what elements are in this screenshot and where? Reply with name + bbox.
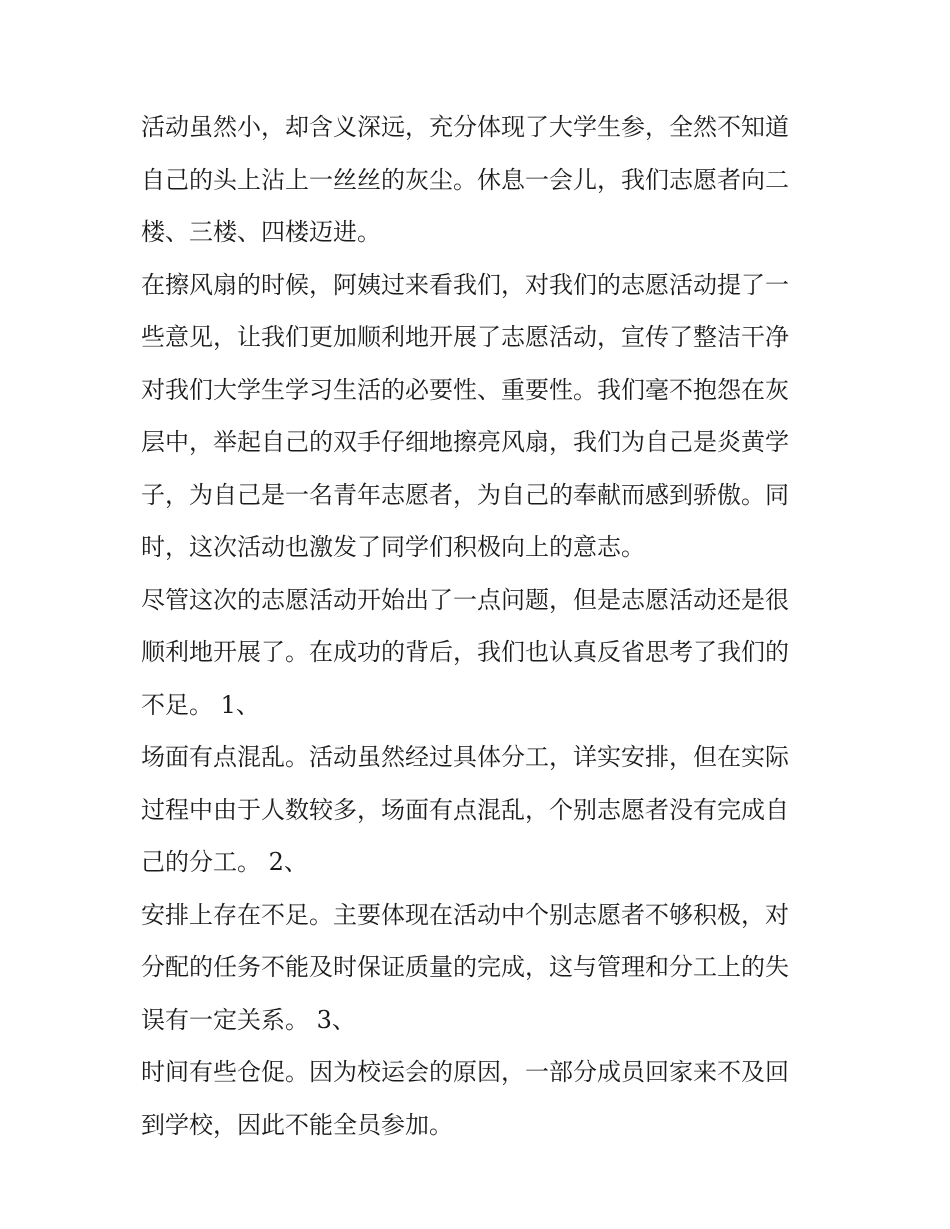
text-line: 活动虽然小，却含义深远，充分体现了大学生参，全然不知道 [141,113,789,141]
text-line: 子，为自己是一名青年志愿者，为自己的奉献而感到骄傲。同 [141,480,789,509]
text-line: 些意见，让我们更加顺利地开展了志愿活动，宣传了整洁干净 [141,323,789,351]
text-line: 安排上存在不足。主要体现在活动中个别志愿者不够积极，对 [141,900,789,929]
text-line: 自己的头上沾上一丝丝的灰尘。休息一会儿，我们志愿者向二 [141,165,789,194]
text-line: 分配的任务不能及时保证质量的完成，这与管理和分工上的失 [141,953,789,981]
text-line: 时间有些仓促。因为校运会的原因，一部分成员回家来不及回 [141,1058,789,1086]
text-line: 时，这次活动也激发了同学们积极向上的意志。 [141,533,645,561]
text-line: 尽管这次的志愿活动开始出了一点问题，但是志愿活动还是很 [141,585,789,614]
paragraph-5 [141,889,813,1047]
text-line: 顺利地开展了。在成功的背后，我们也认真反省思考了我们的 [141,638,789,666]
text-line: 过程中由于人数较多，场面有点混乱，个别志愿者没有完成自 [141,795,789,824]
paragraph-2 [141,259,813,574]
text-line: 己的分工。 2、 [141,848,308,876]
text-line: 对我们大学生学习生活的必要性、重要性。我们毫不抱怨在灰 [141,375,789,404]
text-line: 误有一定关系。 3、 [141,1005,356,1034]
text-line: 不足。 1、 [141,690,260,719]
text-line: 场面有点混乱。活动虽然经过具体分工，详实安排，但在实际 [141,743,789,771]
paragraph-6 [141,1046,813,1151]
text-line: 楼、三楼、四楼迈进。 [141,218,381,246]
paragraph-3 [141,574,813,732]
paragraph-1 [141,101,813,259]
text-line: 到学校，因此不能全员参加。 [141,1110,453,1139]
document-body [141,101,813,1151]
paragraph-4 [141,731,813,889]
text-line: 在擦风扇的时候，阿姨过来看我们，对我们的志愿活动提了一 [141,270,789,299]
text-line: 层中，举起自己的双手仔细地擦亮风扇，我们为自己是炎黄学 [141,428,789,456]
